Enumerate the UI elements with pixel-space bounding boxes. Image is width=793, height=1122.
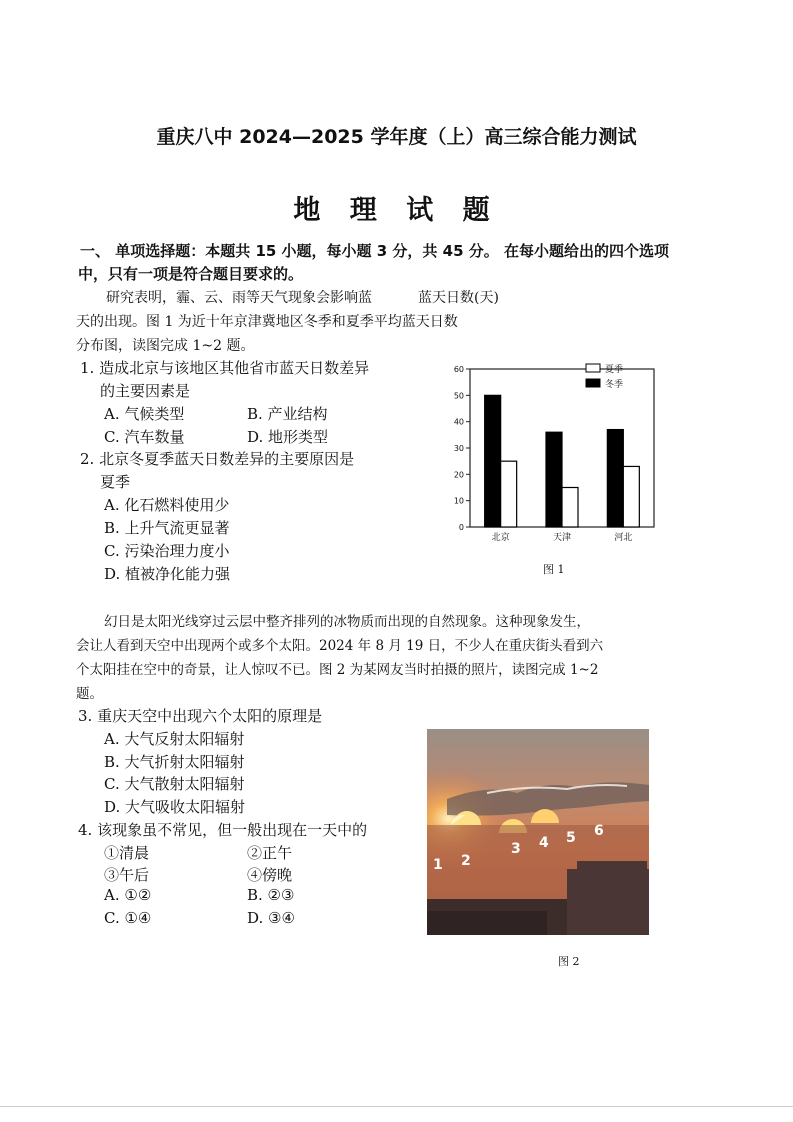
q3-stem: 3. 重庆天空中出现六个太阳的原理是	[78, 707, 323, 725]
y-tick-label-60: 60	[453, 365, 464, 374]
q4-item-2: ②正午	[247, 844, 293, 862]
q3-option-a: A. 大气反射太阳辐射	[104, 730, 245, 748]
q2-option-d: D. 植被净化能力强	[104, 565, 231, 583]
figure2-caption: 图 2	[558, 955, 580, 968]
q4-item-4: ④傍晚	[247, 866, 293, 884]
y-tick-label-20: 20	[453, 470, 464, 480]
q4-option-c: C. ①④	[104, 909, 152, 927]
chart-title: 蓝天日数(天)	[418, 290, 499, 306]
bar-summer-2	[623, 466, 639, 527]
q2-option-b: B. 上升气流更显著	[104, 519, 230, 537]
legend-label-winter: 冬季	[605, 380, 624, 390]
q2-option-a: A. 化石燃料使用少	[104, 496, 230, 514]
q2-option-c: C. 污染治理力度小	[104, 542, 230, 560]
y-tick-label-40: 40	[453, 417, 464, 427]
bar-summer-0	[501, 461, 517, 527]
q1-option-a: A. 气候类型	[104, 405, 185, 423]
bar-winter-0	[485, 395, 501, 527]
q1-stem-line1: 1. 造成北京与该地区其他省市蓝天日数差异	[80, 359, 370, 377]
x-tick-label-0: 北京	[491, 533, 510, 543]
bar-summer-1	[562, 488, 578, 528]
figure1-caption: 图 1	[543, 563, 565, 576]
q4-option-b: B. ②③	[247, 886, 295, 904]
group1-intro-line1: 研究表明，霾、云、雨等天气现象会影响蓝	[106, 290, 372, 306]
y-tick-label-30: 30	[453, 444, 464, 453]
bar-winter-2	[607, 430, 623, 527]
group1-intro-line3: 分布图，读图完成 1~2 题。	[76, 338, 255, 354]
q1-stem-line2: 的主要因素是	[100, 382, 191, 400]
q3-option-c: C. 大气散射太阳辐射	[104, 775, 245, 793]
q3-option-d: D. 大气吸收太阳辐射	[104, 798, 246, 816]
q4-stem: 4. 该现象虽不常见，但一般出现在一天中的	[78, 821, 368, 839]
exam-title: 重庆八中 2024—2025 学年度（上）高三综合能力测试	[156, 126, 637, 148]
q4-item-3: ③午后	[104, 866, 150, 884]
section-heading-line1: 一、 单项选择题：本题共 15 小题，每小题 3 分，共 45 分。 在每小题给出的四个选项	[80, 242, 669, 260]
subject-title: 地 理 试 题	[293, 195, 500, 226]
q2-stem-line1: 2. 北京冬夏季蓝天日数差异的主要原因是	[80, 450, 355, 468]
sundogs-photo	[427, 729, 649, 935]
q2-stem-line2: 夏季	[100, 473, 131, 491]
y-tick-label-50: 50	[453, 391, 464, 401]
blue-sky-days-chart	[440, 355, 670, 555]
x-tick-label-1: 天津	[552, 533, 572, 543]
q4-item-1: ①清晨	[104, 844, 150, 862]
q3-option-b: B. 大气折射太阳辐射	[104, 753, 245, 771]
photo-label-1: 1	[433, 857, 443, 873]
footer-divider	[0, 1106, 793, 1107]
q4-option-a: A. ①②	[104, 886, 152, 904]
group1-intro-line2: 天的出现。图 1 为近十年京津冀地区冬季和夏季平均蓝天日数	[76, 314, 458, 330]
legend-swatch-winter	[586, 379, 600, 387]
group2-intro-line1: 幻日是太阳光线穿过云层中整齐排列的冰物质而出现的自然现象。这种现象发生，	[104, 614, 590, 630]
photo-label-3: 3	[511, 841, 521, 857]
legend-swatch-summer	[586, 364, 600, 372]
photo-label-5: 5	[566, 830, 576, 846]
group2-intro-line3: 个太阳挂在空中的奇景，让人惊叹不已。图 2 为某网友当时拍摄的照片，读图完成 1~2	[76, 662, 599, 678]
bar-winter-1	[546, 432, 562, 527]
y-tick-label-0: 0	[458, 523, 464, 532]
photo-label-6: 6	[594, 823, 604, 839]
q1-option-b: B. 产业结构	[247, 405, 328, 423]
q4-option-d: D. ③④	[247, 909, 295, 927]
legend-label-summer: 夏季	[605, 365, 624, 375]
q1-option-d: D. 地形类型	[247, 428, 329, 446]
section-heading-line2: 中，只有一项是符合题目要求的。	[78, 265, 304, 283]
photo-label-4: 4	[539, 835, 549, 851]
x-tick-label-2: 河北	[614, 533, 633, 543]
y-tick-label-10: 10	[453, 496, 464, 506]
photo-label-2: 2	[461, 853, 471, 869]
q1-option-c: C. 汽车数量	[104, 428, 185, 446]
group2-intro-line4: 题。	[76, 686, 103, 702]
group2-intro-line2: 会让人看到天空中出现两个或多个太阳。2024 年 8 月 19 日，不少人在重庆街头看到六	[76, 638, 604, 654]
